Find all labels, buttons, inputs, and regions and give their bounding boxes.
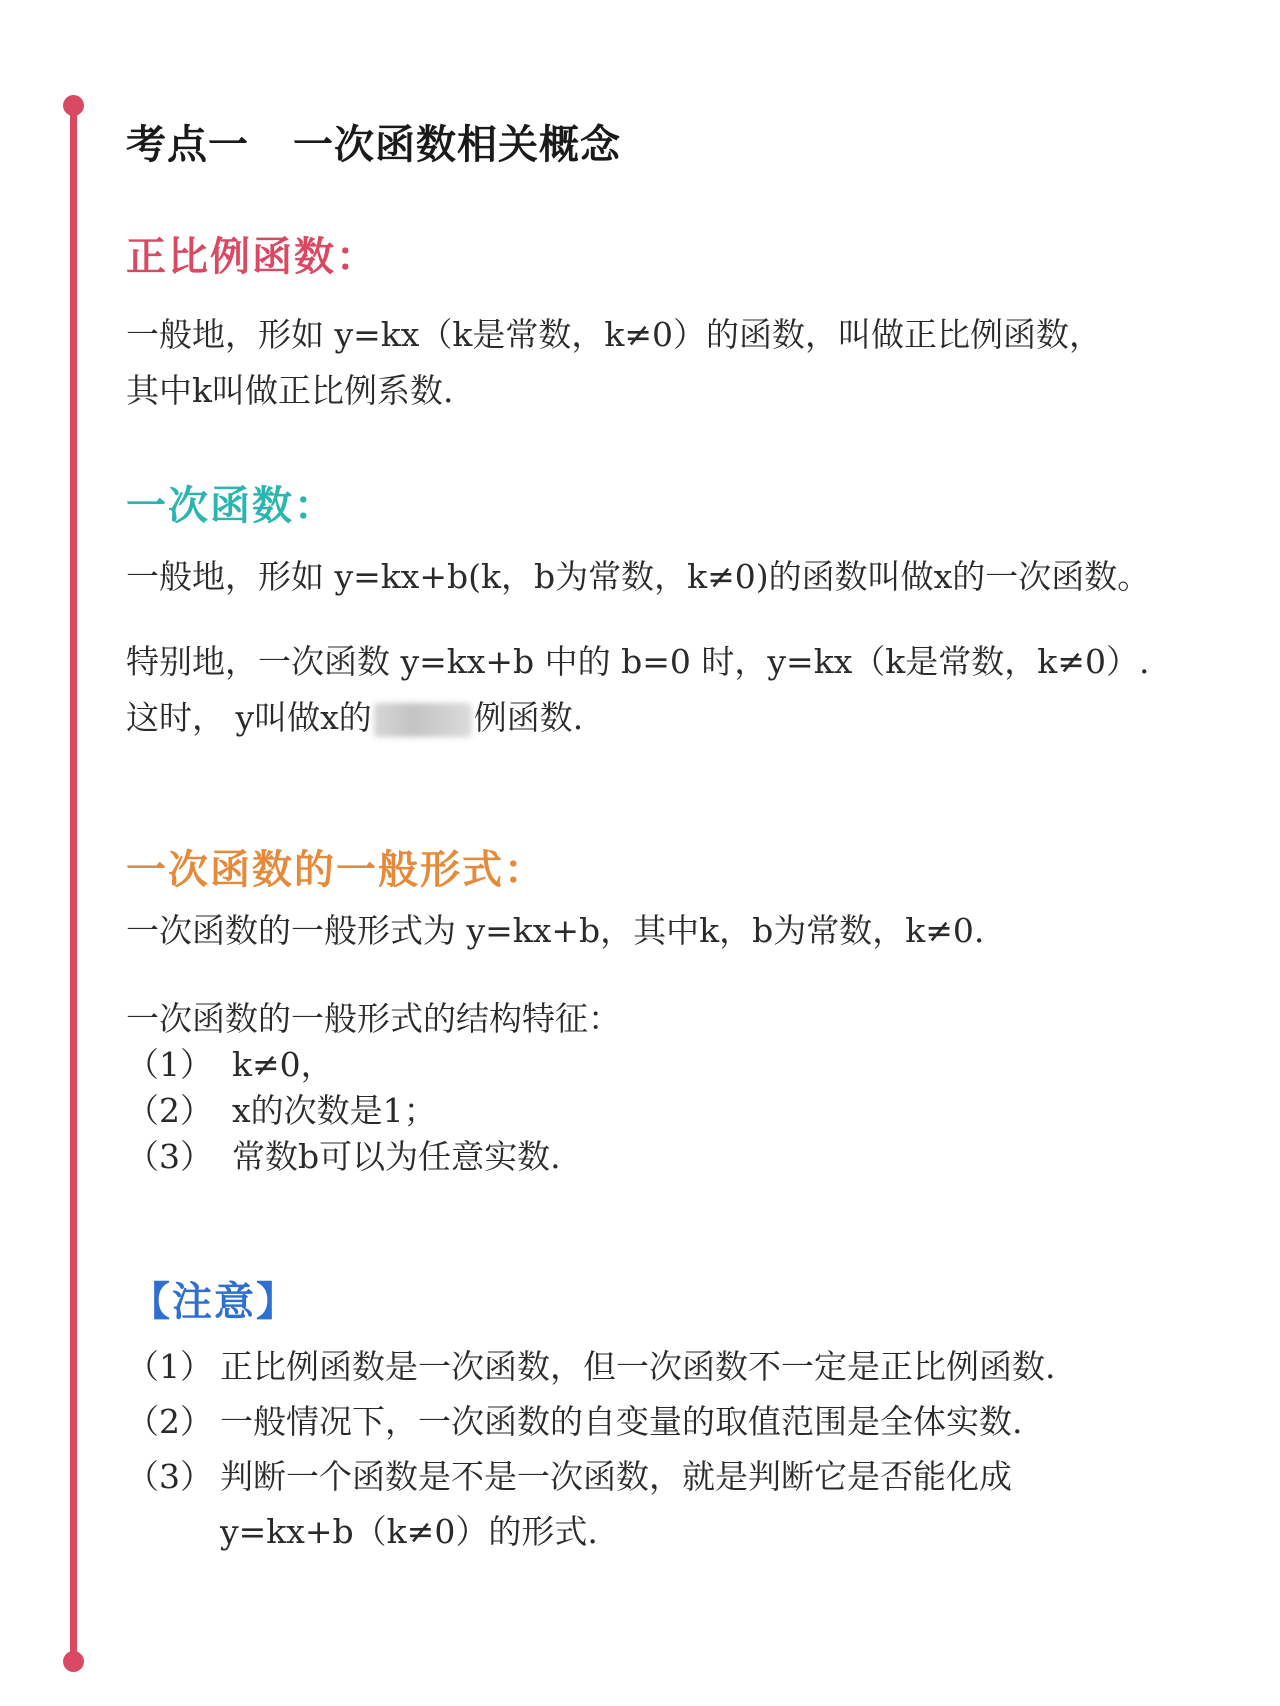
features-title: 一次函数的一般形式的结构特征： [126,999,621,1038]
proportional-definition-line: 其中k叫做正比例系数. [126,371,454,410]
note-item [126,1394,1056,1449]
linear-function-heading: 一次函数： [126,483,336,529]
special-case-line: 特别地，一次函数 y=kx+b 中的 b=0 时，y=kx（k是常数，k≠0）. [126,642,1150,681]
feature-item [126,1042,621,1088]
title-label: 考点一 [126,122,249,168]
note-item [126,1339,1056,1394]
note-text: 正比例函数是一次函数，但一次函数不一定是正比例函数. [220,1347,1056,1386]
note-number: （2） [126,1402,213,1441]
feature-text: x的次数是1； [232,1091,437,1130]
general-form-definition: 一次函数的一般形式为 y=kx+b，其中k，b为常数，k≠0. [126,911,985,950]
special-case-start: 这时， y叫做x的 [126,698,372,737]
note-text: 一般情况下，一次函数的自变量的取值范围是全体实数. [220,1402,1023,1441]
proportional-function-heading: 正比例函数： [126,234,378,280]
note-number: （3） [126,1457,213,1496]
note-item [126,1449,1056,1504]
special-case-end: 例函数. [473,698,584,737]
page-title [126,113,621,170]
note-number: （1） [126,1347,213,1386]
linear-definition: 一般地，形如 y=kx+b(k，b为常数，k≠0)的函数叫做x的一次函数。 [126,557,1151,596]
title-text: 一次函数相关概念 [293,122,621,168]
feature-number: （3） [126,1137,213,1176]
proportional-definition-line: 一般地，形如 y=kx（k是常数，k≠0）的函数，叫做正比例函数， [126,315,1103,354]
note-heading: 【注意】 [130,1279,298,1325]
feature-number: （1） [126,1045,213,1084]
feature-item [126,1088,621,1134]
special-case-line [126,690,1149,746]
note-list [126,1339,1056,1559]
structure-features [126,996,621,1180]
timeline-line [70,102,77,1662]
timeline-dot-top [63,95,84,116]
timeline-dot-bottom [63,1651,84,1672]
general-form-heading: 一次函数的一般形式： [126,847,546,893]
feature-number: （2） [126,1091,213,1130]
proportional-definition [126,307,1102,419]
linear-special-case [126,634,1149,746]
note-text: 判断一个函数是不是一次函数，就是判断它是否能化成 [220,1457,1012,1496]
blurred-region [374,703,472,737]
feature-text: k≠0， [232,1045,334,1084]
note-continuation: y=kx+b（k≠0）的形式. [220,1512,598,1551]
feature-text: 常数b可以为任意实数. [232,1137,561,1176]
feature-item [126,1134,621,1180]
